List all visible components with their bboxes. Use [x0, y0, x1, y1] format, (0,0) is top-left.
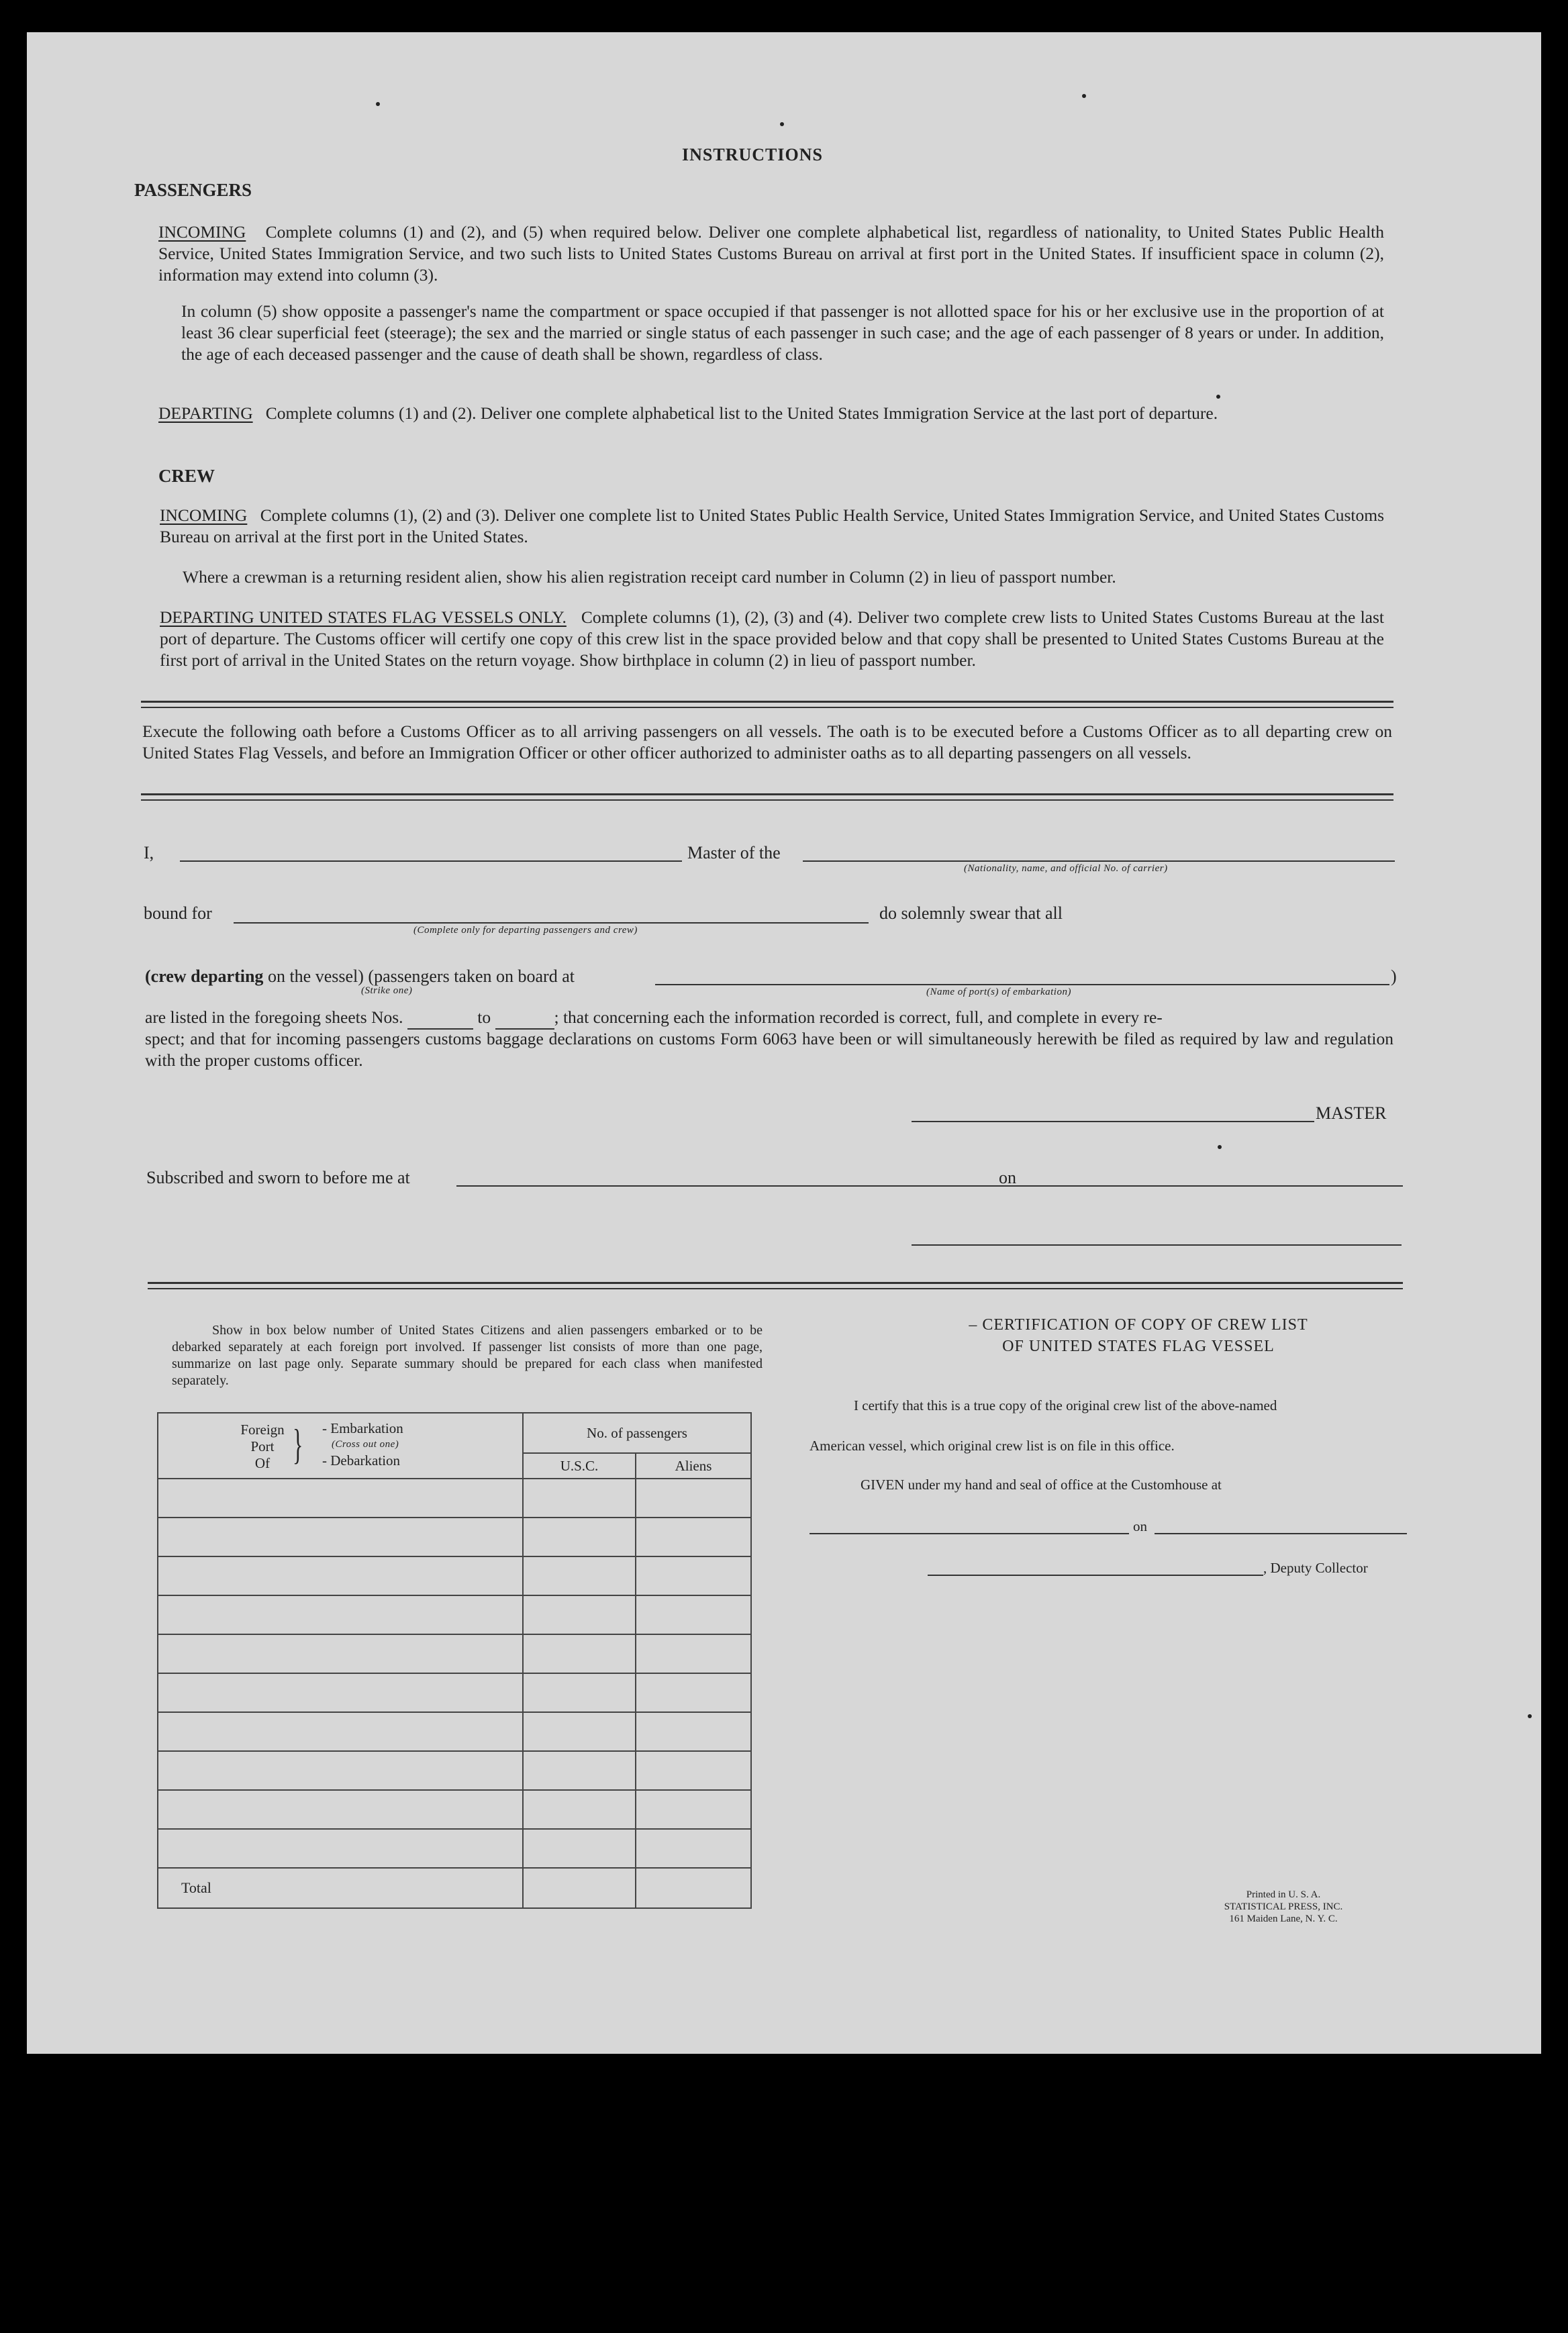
usc-cell[interactable] [523, 1751, 636, 1790]
port-cell[interactable] [158, 1634, 523, 1673]
port-cell[interactable] [158, 1673, 523, 1712]
printer-line-1: Printed in U. S. A. [1246, 1889, 1321, 1900]
sworn-date-field[interactable] [1023, 1185, 1403, 1187]
deputy-collector-label: , Deputy Collector [1263, 1560, 1368, 1576]
master-of-label: Master of the [687, 843, 781, 862]
aliens-cell[interactable] [636, 1790, 751, 1829]
oath-i-label: I, [144, 843, 154, 862]
aliens-cell[interactable] [636, 1829, 751, 1868]
port-header-label [232, 1422, 293, 1472]
given-line: GIVEN under my hand and seal of office at the Customhouse at [861, 1477, 1222, 1493]
passengers-heading: PASSENGERS [134, 180, 252, 200]
port-label-foreign: Foreign [240, 1422, 285, 1438]
aliens-cell[interactable] [636, 1712, 751, 1751]
usc-header: U.S.C. [523, 1453, 636, 1479]
deputy-signature-field[interactable] [928, 1575, 1263, 1576]
scan-speck [1528, 1714, 1532, 1718]
printer-line-3: 161 Maiden Lane, N. Y. C. [1229, 1914, 1338, 1924]
port-label-of: Of [254, 1455, 271, 1471]
certify-line-1: I certify that this is a true copy of the original crew list of the above-named [854, 1397, 1277, 1413]
port-cell[interactable] [158, 1479, 523, 1518]
customhouse-field[interactable] [810, 1533, 1129, 1534]
usc-cell[interactable] [523, 1518, 636, 1556]
usc-cell[interactable] [523, 1556, 636, 1595]
printer-line-2: STATISTICAL PRESS, INC. [1224, 1901, 1343, 1912]
port-cell[interactable] [158, 1518, 523, 1556]
cross-out-caption: (Cross out one) [332, 1439, 399, 1450]
strike-caption: (Strike one) [361, 985, 413, 996]
aliens-header: Aliens [636, 1453, 751, 1479]
port-label-port: Port [250, 1438, 275, 1454]
embark-options [322, 1420, 403, 1469]
master-name-field[interactable] [180, 860, 682, 862]
bound-for-label: bound for [144, 903, 212, 923]
aliens-cell[interactable] [636, 1751, 751, 1790]
master-label: MASTER [1316, 1103, 1387, 1123]
form-sheet [27, 32, 1541, 2054]
scan-speck [780, 122, 784, 126]
usc-cell[interactable] [523, 1829, 636, 1868]
master-signature-field[interactable] [912, 1121, 1314, 1122]
subscribed-label: Subscribed and sworn to before me at [146, 1168, 410, 1187]
sworn-place-field[interactable] [456, 1185, 1024, 1187]
crew-crewman-paragraph: Where a crewman is a returning resident alien, show his alien registration receipt card number in Column (2) in lieu of passport number. [183, 567, 1116, 587]
total-label: Total [158, 1868, 523, 1908]
crew-incoming-label: INCOMING [160, 505, 248, 525]
scan-speck [1218, 1145, 1222, 1149]
certification-title-2: OF UNITED STATES FLAG VESSEL [1002, 1338, 1275, 1355]
passengers-departing-paragraph [158, 403, 1384, 424]
aliens-cell[interactable] [636, 1595, 751, 1634]
embarkation-option[interactable]: - Embarkation [322, 1420, 403, 1436]
carrier-field[interactable] [803, 860, 1395, 862]
aliens-cell[interactable] [636, 1518, 751, 1556]
scan-speck [1216, 395, 1220, 399]
swear-label: do solemnly swear that all [879, 903, 1063, 923]
crew-departing-paragraph [160, 607, 1384, 671]
port-caption: (Name of port(s) of embarkation) [926, 987, 1071, 997]
divider [141, 793, 1393, 801]
no-passengers-header: No. of passengers [523, 1413, 751, 1453]
passengers-incoming-paragraph [158, 221, 1384, 286]
usc-total-cell[interactable] [523, 1868, 636, 1908]
passengers-column5-paragraph: In column (5) show opposite a passenger's name the compartment or space occupied if that passenger is not allotted space for his or her exclusive use in the proportion of at least 36 clear superficial feet (steerage); the sex and the married or single status of each passenger in such case; and the age of each passenger of 8 years or under. In addition, the age of each deceased passenger and the cause of death shall be shown, regardless of class. [181, 301, 1384, 364]
listed-text-a: are listed in the foregoing sheets Nos. [145, 1007, 403, 1027]
aliens-cell[interactable] [636, 1479, 751, 1518]
crew-departing-label: DEPARTING UNITED STATES FLAG VESSELS ONLY. [160, 607, 567, 627]
crew-heading: CREW [158, 466, 215, 486]
bound-for-field[interactable] [234, 922, 869, 924]
aliens-cell[interactable] [636, 1556, 751, 1595]
embarkation-port-field[interactable] [655, 984, 1389, 985]
sheet-to-field[interactable] [495, 1007, 554, 1030]
close-paren: ) [1391, 966, 1397, 986]
cert-date-field[interactable] [1155, 1533, 1407, 1534]
passengers-taken-option[interactable]: (passengers taken on board at [368, 966, 575, 986]
port-cell[interactable] [158, 1751, 523, 1790]
certification-title [891, 1314, 1385, 1357]
passengers-incoming-text: Complete columns (1) and (2), and (5) when required below. Deliver one complete alphabetical list, regardless of nationality, to United States Public Health Service, United States Immigration Service, and two such lists to United States Customs Bureau on arrival at first port in the United States. If insufficient space in column (2), information may extend into column (3). [158, 222, 1384, 285]
usc-cell[interactable] [523, 1595, 636, 1634]
port-header-cell [158, 1413, 523, 1479]
passengers-departing-text: Complete columns (1) and (2). Deliver one complete alphabetical list to the United States Immigration Service at the last port of departure. [265, 403, 1218, 423]
port-cell[interactable] [158, 1595, 523, 1634]
sworn-on-label: on [999, 1168, 1016, 1187]
listed-to: to [477, 1007, 491, 1027]
usc-cell[interactable] [523, 1790, 636, 1829]
passengers-incoming-label: INCOMING [158, 222, 246, 242]
divider [148, 1282, 1403, 1289]
port-cell[interactable] [158, 1712, 523, 1751]
aliens-total-cell[interactable] [636, 1868, 751, 1908]
divider [141, 701, 1393, 708]
passengers-departing-label: DEPARTING [158, 403, 253, 423]
listed-rest: spect; and that for incoming passengers customs baggage declarations on customs Form 6063 have been or will simultaneously herewith be filed as required by law and regulation with the proper customs officer. [145, 1029, 1393, 1070]
passenger-summary-table [157, 1412, 752, 1909]
crew-incoming-paragraph [160, 505, 1384, 548]
port-cell[interactable] [158, 1829, 523, 1868]
scan-speck [376, 102, 380, 106]
crew-departing-text: Complete columns (1), (2), (3) and (4). Deliver two complete crew lists to United States Customs Bureau at the last port of departure. The Customs officer will certify one copy of this crew list in the space provided below and that copy shall be presented to United States Customs Bureau at the first port of arrival in the United States on the return voyage. Show birthplace in column (2) in lieu of passport number. [160, 607, 1385, 670]
listed-line-1 [145, 1007, 1393, 1030]
crew-departing-option[interactable]: (crew departing [145, 966, 264, 986]
aliens-cell[interactable] [636, 1673, 751, 1712]
cert-on-label: on [1133, 1518, 1147, 1534]
usc-cell[interactable] [523, 1479, 636, 1518]
usc-cell[interactable] [523, 1634, 636, 1673]
officer-signature-field[interactable] [912, 1244, 1402, 1246]
page-title: INSTRUCTIONS [682, 145, 823, 164]
port-cell[interactable] [158, 1790, 523, 1829]
printer-imprint [1181, 1889, 1385, 1925]
usc-cell[interactable] [523, 1673, 636, 1712]
strike-one-line [145, 966, 575, 987]
debarkation-option[interactable]: - Debarkation [322, 1452, 401, 1469]
on-vessel-text: on the vessel) [267, 966, 364, 986]
certify-line-2: American vessel, which original crew list is on file in this office. [810, 1438, 1175, 1454]
carrier-caption: (Nationality, name, and official No. of carrier) [964, 863, 1168, 874]
usc-cell[interactable] [523, 1712, 636, 1751]
port-cell[interactable] [158, 1556, 523, 1595]
brace-icon: } [293, 1420, 303, 1468]
oath-intro: Execute the following oath before a Customs Officer as to all arriving passengers on all vessels. The oath is to be executed before a Customs Officer as to all departing crew on United States Flag Vessels, and before an Immigration Officer or other officer authorized to administer oaths as to all departing passengers on all vessels. [142, 722, 1392, 762]
certification-title-1: – CERTIFICATION OF COPY OF CREW LIST [969, 1316, 1308, 1334]
bound-for-caption: (Complete only for departing passengers and crew) [413, 925, 638, 936]
summary-instructions: Show in box below number of United States Citizens and alien passengers embarked or to be debarked separately at each foreign port involved. If passenger list consists of more than one page, summarize on last page only. Separate summary should be prepared for each class when manifested separately. [172, 1323, 763, 1388]
sheet-from-field[interactable] [407, 1007, 473, 1030]
aliens-cell[interactable] [636, 1634, 751, 1673]
scan-speck [1082, 94, 1086, 98]
listed-text-b: ; that concerning each the information recorded is correct, full, and complete in every re- [554, 1007, 1163, 1027]
crew-incoming-text: Complete columns (1), (2) and (3). Deliver one complete list to United States Public Health Service, United States Immigration Service, and United States Customs Bureau on arrival at the first port in the United States. [160, 505, 1385, 546]
